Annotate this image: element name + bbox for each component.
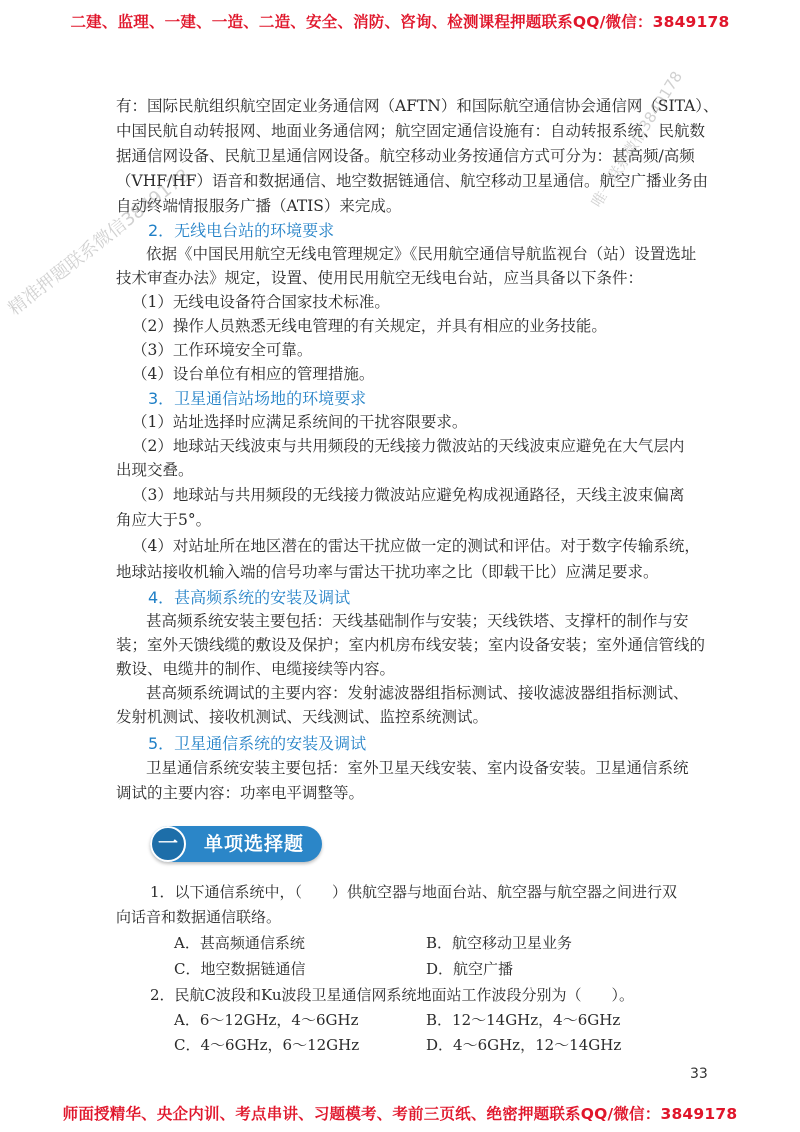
list-item: （4）设台单位有相应的管理措施。 bbox=[132, 365, 375, 383]
paragraph-line: 技术审查办法》规定，设置、使用民用航空无线电台站，应当具备以下条件： bbox=[116, 269, 644, 287]
top-banner: 二建、监理、一建、一造、二造、安全、消防、咨询、检测课程押题联系QQ/微信：3849178 bbox=[70, 13, 730, 31]
paragraph-line: （VHF/HF）语音和数据通信、地空数据链通信、航空移动卫星通信。航空广播业务由 bbox=[116, 172, 708, 190]
bottom-banner: 师面授精华、央企内训、考点串讲、习题模考、考前三页纸、绝密押题联系QQ/微信：3849178 bbox=[62, 1105, 738, 1123]
list-item: （2）操作人员熟悉无线电管理的有关规定，并具有相应的业务技能。 bbox=[132, 317, 607, 335]
option-d: D．4～6GHz，12～14GHz bbox=[426, 1036, 622, 1054]
paragraph-line: 角应大于5°。 bbox=[116, 511, 212, 529]
watermark-right: 唯一联系微信3849178 bbox=[587, 68, 687, 211]
paragraph-line: 敷设、电缆井的制作、电缆接续等内容。 bbox=[116, 660, 396, 678]
paragraph-line: 有：国际民航组织航空固定业务通信网（AFTN）和国际航空通信协会通信网（SITA）、 bbox=[116, 97, 719, 115]
section-title: 单项选择题 bbox=[204, 833, 305, 855]
question-stem: 2．民航C波段和Ku波段卫星通信网系统地面站工作波段分别为（ ）。 bbox=[150, 986, 635, 1004]
paragraph-line: 出现交叠。 bbox=[116, 461, 194, 479]
option-a: A．甚高频通信系统 bbox=[174, 934, 305, 952]
paragraph-line: 中国民航自动转报网、地面业务通信网；航空固定通信设施有：自动转报系统、民航数 bbox=[116, 122, 706, 140]
paragraph-line: 卫星通信系统安装主要包括：室外卫星天线安装、室内设备安装。卫星通信系统 bbox=[146, 759, 689, 777]
option-a: A．6～12GHz，4～6GHz bbox=[174, 1011, 359, 1029]
paragraph-line: 地球站接收机输入端的信号功率与雷达干扰功率之比（即载干比）应满足要求。 bbox=[116, 563, 659, 581]
paragraph-line: 据通信网设备、民航卫星通信网设备。航空移动业务按通信方式可分为：甚高频/高频 bbox=[116, 147, 695, 165]
question-stem: 1．以下通信系统中，（ ）供航空器与地面台站、航空器与航空器之间进行双 bbox=[150, 883, 678, 901]
section-number-badge: 一 bbox=[150, 826, 186, 862]
paragraph-line: 甚高频系统调试的主要内容：发射滤波器组指标测试、接收滤波器组指标测试、 bbox=[146, 684, 689, 702]
paragraph-line: 依据《中国民用航空无线电管理规定》《民用航空通信导航监视台（站）设置选址 bbox=[146, 245, 697, 263]
list-item: （2）地球站天线波束与共用频段的无线接力微波站的天线波束应避免在大气层内 bbox=[132, 437, 685, 455]
paragraph-line: 调试的主要内容：功率电平调整等。 bbox=[116, 784, 365, 802]
paragraph-line: 甚高频系统安装主要包括：天线基础制作与安装；天线铁塔、支撑杆的制作与安 bbox=[146, 612, 689, 630]
option-b: B．航空移动卫星业务 bbox=[426, 934, 573, 952]
list-item: （3）地球站与共用频段的无线接力微波站应避免构成视通路径，天线主波束偏离 bbox=[132, 486, 685, 504]
page-number: 33 bbox=[690, 1066, 708, 1082]
paragraph-line: 自动终端情报服务广播（ATIS）来完成。 bbox=[116, 197, 402, 215]
paragraph-line: 装；室外天馈线缆的敷设及保护；室内机房布线安装；室内设备安装；室外通信管线的 bbox=[116, 636, 706, 654]
section-heading: 3．卫星通信站场地的环境要求 bbox=[148, 389, 367, 408]
section-heading: 2．无线电台站的环境要求 bbox=[148, 221, 335, 240]
list-item: （1）站址选择时应满足系统间的干扰容限要求。 bbox=[132, 413, 468, 431]
exercise-section-banner bbox=[150, 826, 322, 862]
option-c: C．4～6GHz，6～12GHz bbox=[174, 1036, 360, 1054]
section-heading: 5．卫星通信系统的安装及调试 bbox=[148, 734, 367, 753]
list-item: （3）工作环境安全可靠。 bbox=[132, 341, 313, 359]
question-stem: 向话音和数据通信联络。 bbox=[116, 908, 282, 926]
section-heading: 4．甚高频系统的安装及调试 bbox=[148, 588, 351, 607]
option-b: B．12～14GHz，4～6GHz bbox=[426, 1011, 621, 1029]
option-c: C．地空数据链通信 bbox=[174, 960, 306, 978]
option-d: D．航空广播 bbox=[426, 960, 514, 978]
list-item: （1）无线电设备符合国家技术标准。 bbox=[132, 293, 390, 311]
watermark-left: 精准押题联系微信3849178 bbox=[4, 165, 195, 320]
list-item: （4）对站址所在地区潜在的雷达干扰应做一定的测试和评估。对于数字传输系统， bbox=[132, 537, 700, 555]
paragraph-line: 发射机测试、接收机测试、天线测试、监控系统测试。 bbox=[116, 708, 489, 726]
